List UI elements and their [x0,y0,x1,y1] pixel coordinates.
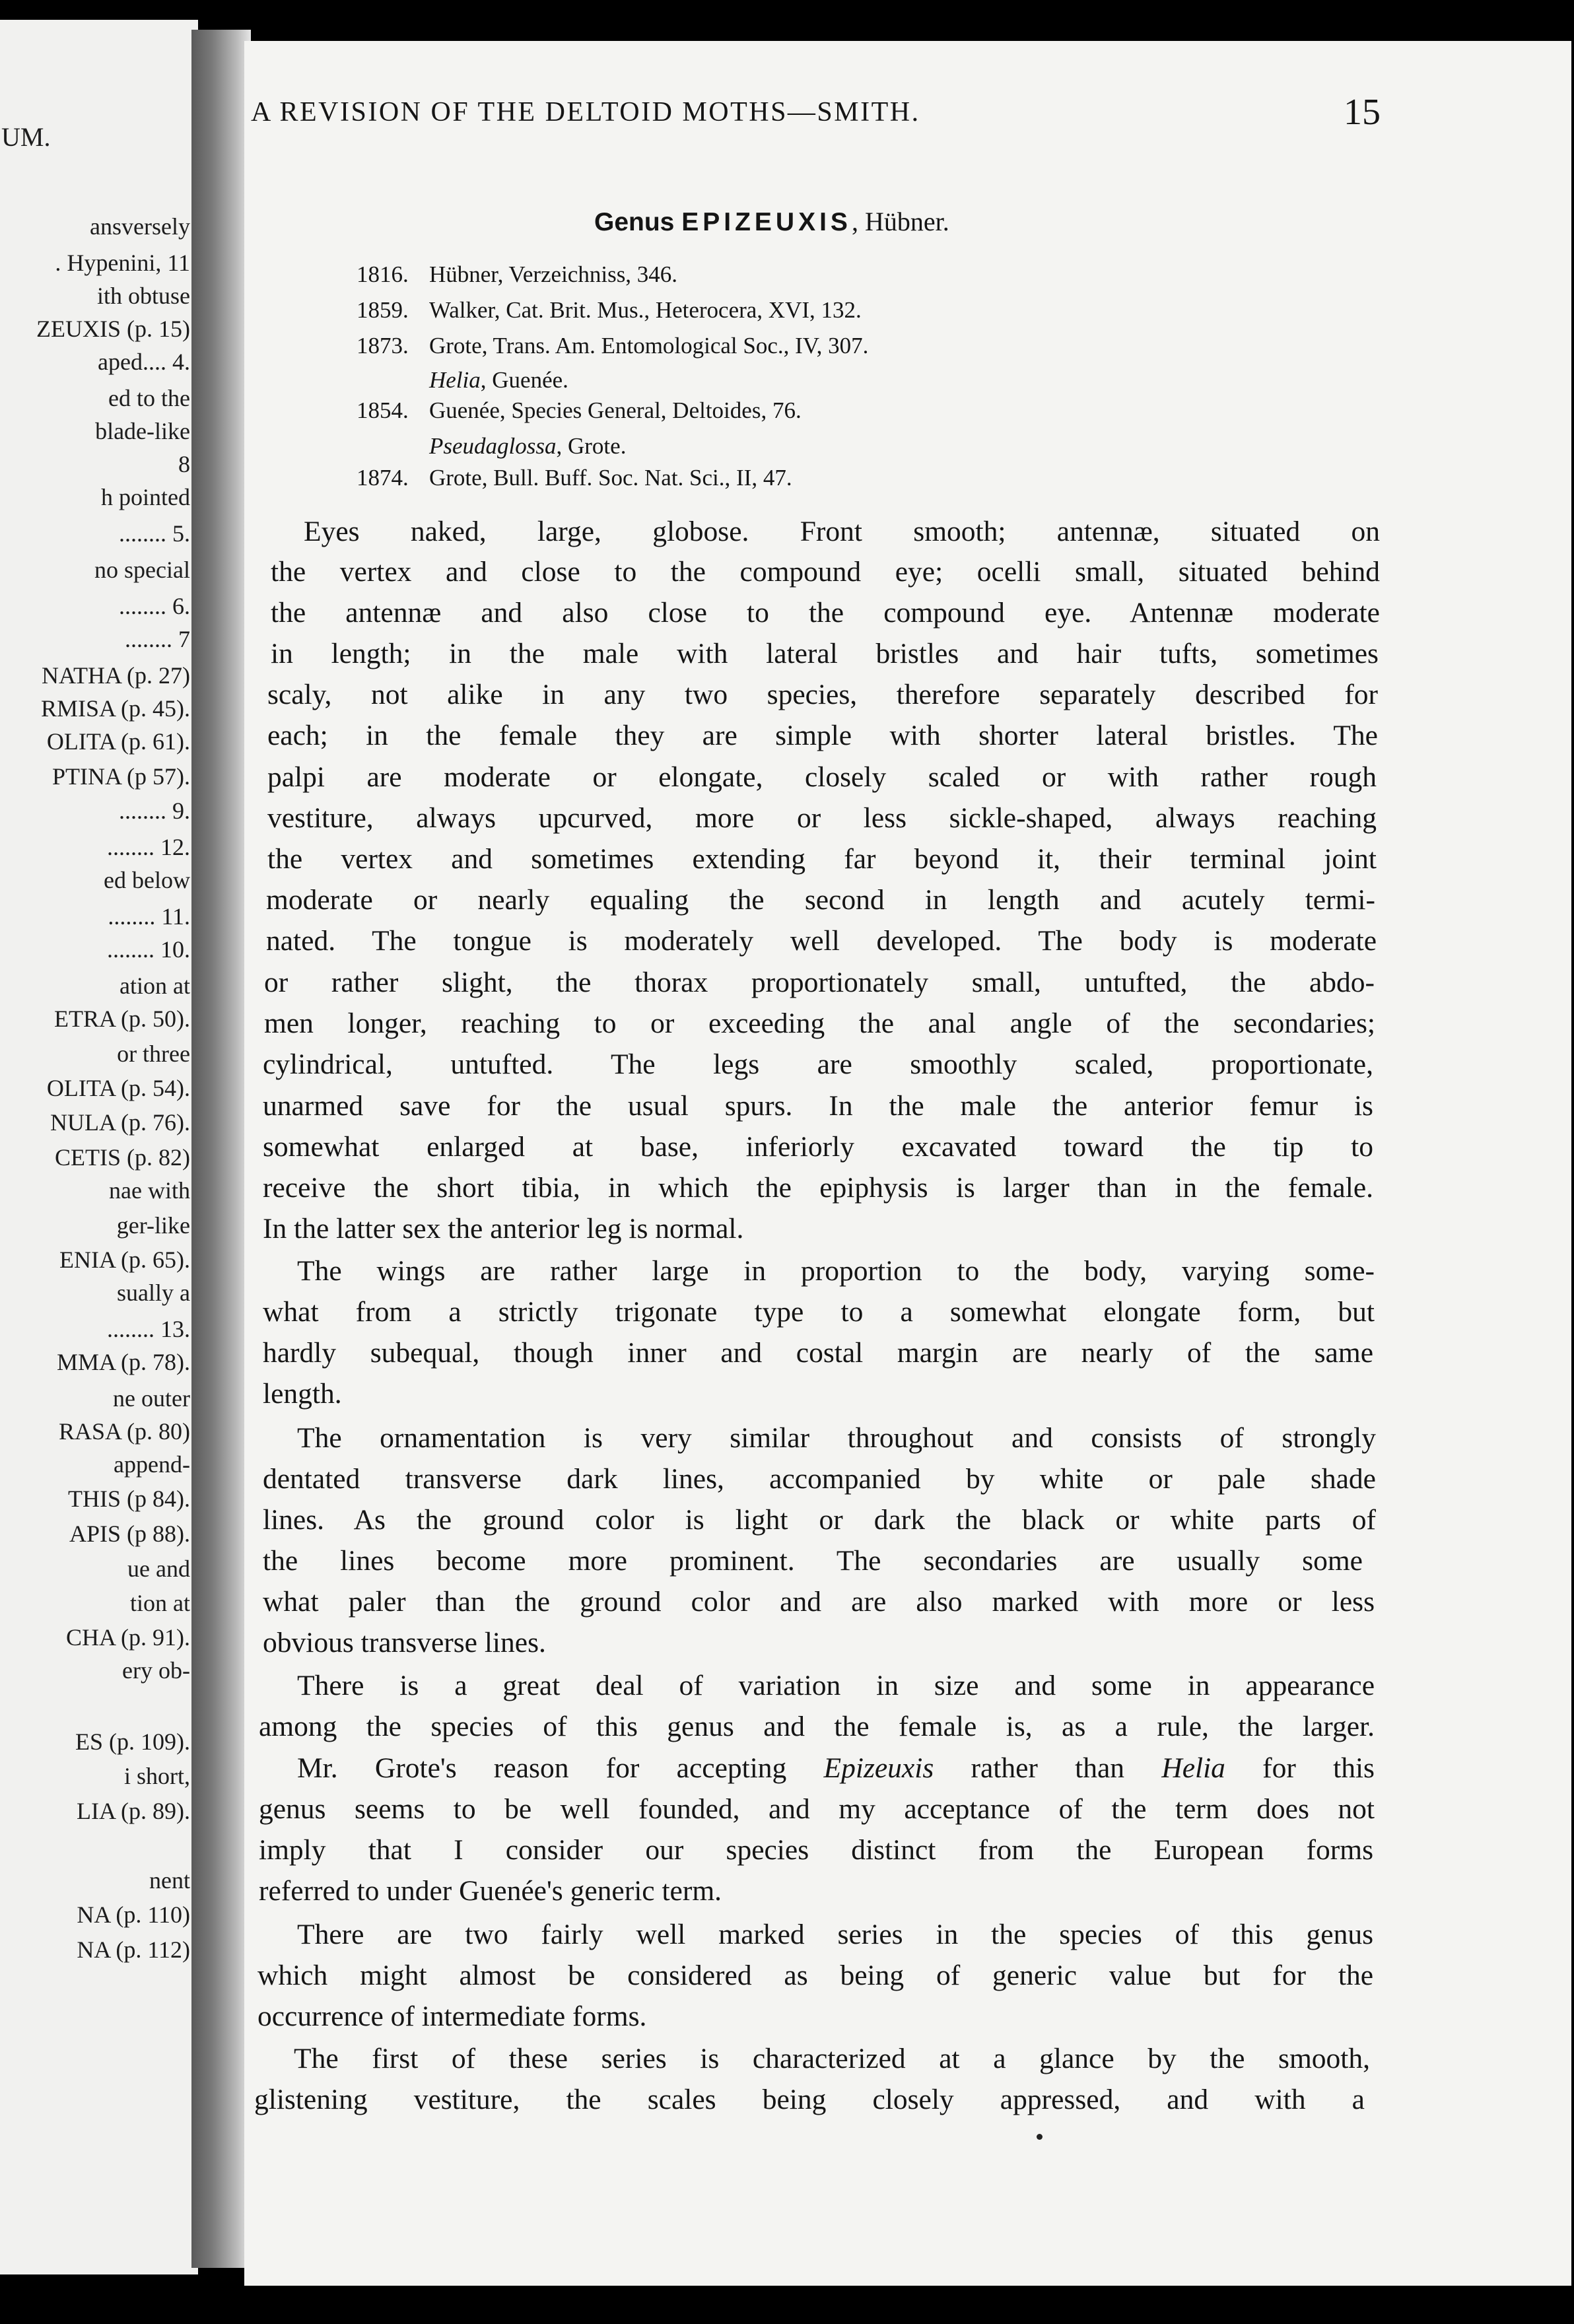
body-line: There is a great deal of variation in size and some in appearance [297,1670,1375,1701]
body-line: unarmed save for the usual spurs. In the male the anterior femur is [263,1090,1373,1122]
body-line: what paler than the ground color and are also marked with more or less [263,1586,1375,1618]
left-page-line: OLITA (p. 54). [46,1075,190,1101]
left-page-line: ger-like [116,1212,190,1239]
genus-name: EPIZEUXIS [681,208,852,236]
left-page-line: ery ob- [122,1657,190,1684]
body-line: moderate or nearly equaling the second in length and acutely termi- [266,884,1375,916]
left-page-line: APIS (p 88). [69,1521,190,1547]
body-line: palpi are moderate or elongate, closely scaled or with rather rough [267,761,1377,793]
left-page-line: nent [149,1867,190,1894]
left-page-line: ........ 9. [119,798,190,824]
left-page-line: NA (p. 110) [77,1901,190,1928]
left-page-line: ........ 10. [107,936,190,963]
body-line: obvious transverse lines. [263,1627,546,1658]
body-line: the vertex and close to the compound eye; ocelli small, situated behind [271,556,1380,588]
left-page-line: ZEUXIS (p. 15) [36,316,190,342]
body-line: or rather slight, the thorax proportionately small, untufted, the abdo- [264,967,1375,998]
genus-heading [594,206,949,237]
body-line: Mr. Grote's reason for accepting Epizeuxis rather than Helia for this [297,1752,1375,1784]
body-line: scaly, not alike in any two species, therefore separately described for [267,679,1378,710]
citation: 1854. Guenée, Species General, Deltoides, 76. [357,397,802,423]
left-page-line: ........ 7 [125,626,190,652]
left-page-line: ENIA (p. 65). [59,1247,190,1273]
body-line: In the latter sex the anterior leg is normal. [263,1213,744,1245]
left-page-line: UM. [1,122,51,152]
body-line: lines. As the ground color is light or dark the black or white parts of [263,1504,1376,1536]
left-page-line: ........ 12. [107,834,190,860]
body-line: receive the short tibia, in which the epiphysis is larger than in the female. [263,1172,1373,1204]
left-page-line: ........ 6. [119,593,190,619]
body-line: in length; in the male with lateral bristles and hair tufts, sometimes [271,638,1379,669]
body-line: The first of these series is characterized at a glance by the smooth, [294,2043,1370,2074]
citation: 1873. Grote, Trans. Am. Entomological Soc., IV, 307. [357,333,869,359]
citation: 1859. Walker, Cat. Brit. Mus., Heterocera, XVI, 132. [357,297,862,323]
body-line: referred to under Guenée's generic term. [259,1875,722,1907]
left-page-line: LIA (p. 89). [77,1798,190,1824]
body-line: imply that I consider our species distinct from the European forms [259,1834,1373,1866]
body-line: The ornamentation is very similar throughout and consists of strongly [297,1422,1376,1454]
synonym: Pseudaglossa, Grote. [429,433,627,459]
left-page-line: ........ 5. [119,520,190,547]
left-page-line: CHA (p. 91). [66,1624,190,1651]
body-line: somewhat enlarged at base, inferiorly excavated toward the tip to [263,1131,1373,1163]
left-page-line: ation at [120,973,190,999]
left-page-line: CETIS (p. 82) [55,1144,190,1171]
left-page-line: nae with [109,1177,190,1204]
left-page-line: ith obtuse [97,283,190,309]
left-page-line: or three [117,1041,190,1067]
body-line: The wings are rather large in proportion to the body, varying some- [297,1255,1375,1287]
left-page-line: blade-like [95,418,190,444]
body-line: cylindrical, untufted. The legs are smoothly scaled, proportionate, [263,1048,1373,1080]
body-line: the vertex and sometimes extending far beyond it, their terminal joint [267,843,1377,875]
left-page-line: RMISA (p. 45). [40,695,190,722]
left-page-line: ue and [127,1555,190,1582]
left-page-line: i short, [123,1763,190,1789]
left-page-line: NA (p. 112) [77,1936,190,1963]
body-line: hardly subequal, though inner and costal margin are nearly of the same [263,1337,1373,1369]
left-page-line: OLITA (p. 61). [46,728,190,755]
left-page-line: h pointed [101,484,190,510]
left-page-line: ed to the [108,385,190,411]
left-page-line: MMA (p. 78). [56,1349,190,1375]
body-line: occurrence of intermediate forms. [257,2000,647,2032]
left-page-line: append- [114,1451,190,1478]
body-line: Eyes naked, large, globose. Front smooth; antennæ, situated on [304,516,1380,547]
left-page-line: RASA (p. 80) [58,1418,190,1445]
body-line: the antennæ and also close to the compound eye. Antennæ moderate [271,597,1380,629]
citation: 1874. Grote, Bull. Buff. Soc. Nat. Sci., II, 47. [357,465,792,491]
left-page-line: ansversely [90,213,190,240]
running-title: A REVISION OF THE DELTOID MOTHS—SMITH. [251,97,920,127]
left-page-line: tion at [130,1590,190,1616]
body-line: genus seems to be well founded, and my acceptance of the term does not [259,1793,1375,1825]
genus-author: , Hübner. [851,207,949,236]
left-page-line: ES (p. 109). [75,1728,190,1755]
body-line: each; in the female they are simple with shorter lateral bristles. The [267,720,1378,751]
synonym: Helia, Guenée. [429,367,568,393]
left-page-fragment [0,20,198,2274]
genus-label: Genus [594,208,675,236]
left-page-line: sually a [117,1280,190,1306]
body-line: There are two fairly well marked series in the species of this genus [297,1919,1373,1950]
left-page-line: aped.... 4. [98,349,190,375]
citation: 1816. Hübner, Verzeichniss, 346. [357,261,678,287]
body-line: men longer, reaching to or exceeding the anal angle of the secondaries; [264,1008,1375,1039]
left-page-line: NULA (p. 76). [50,1109,190,1136]
left-page-line: ........ 11. [108,903,190,930]
body-line: glistening vestiture, the scales being closely appressed, and with a [254,2084,1365,2115]
body-line: length. [263,1378,342,1410]
book-gutter [191,30,251,2268]
body-line: dentated transverse dark lines, accompanied by white or pale shade [263,1463,1376,1495]
left-page-line: ed below [104,867,190,893]
body-line: which might almost be considered as being of generic value but for the [257,1960,1373,1991]
left-page-line: ETRA (p. 50). [54,1006,190,1032]
left-page-line: . Hypenini, 11 [55,250,190,276]
left-page-line: ........ 13. [107,1316,190,1342]
left-page-line: THIS (p 84). [68,1486,190,1512]
body-line: the lines become more prominent. The secondaries are usually some [263,1545,1363,1577]
left-page-line: no special [94,557,190,583]
body-line: among the species of this genus and the female is, as a rule, the larger. [259,1711,1375,1742]
body-line: nated. The tongue is moderately well developed. The body is moderate [266,925,1377,957]
left-page-line: 8 [178,451,190,477]
ink-speck [1037,2134,1043,2140]
page-number: 15 [1344,92,1381,133]
left-page-line: NATHA (p. 27) [42,662,190,689]
body-line: what from a strictly trigonate type to a somewhat elongate form, but [263,1296,1375,1328]
left-page-line: PTINA (p 57). [52,763,190,790]
left-page-line: ne outer [113,1385,190,1412]
body-line: vestiture, always upcurved, more or less sickle-shaped, always reaching [267,802,1377,834]
